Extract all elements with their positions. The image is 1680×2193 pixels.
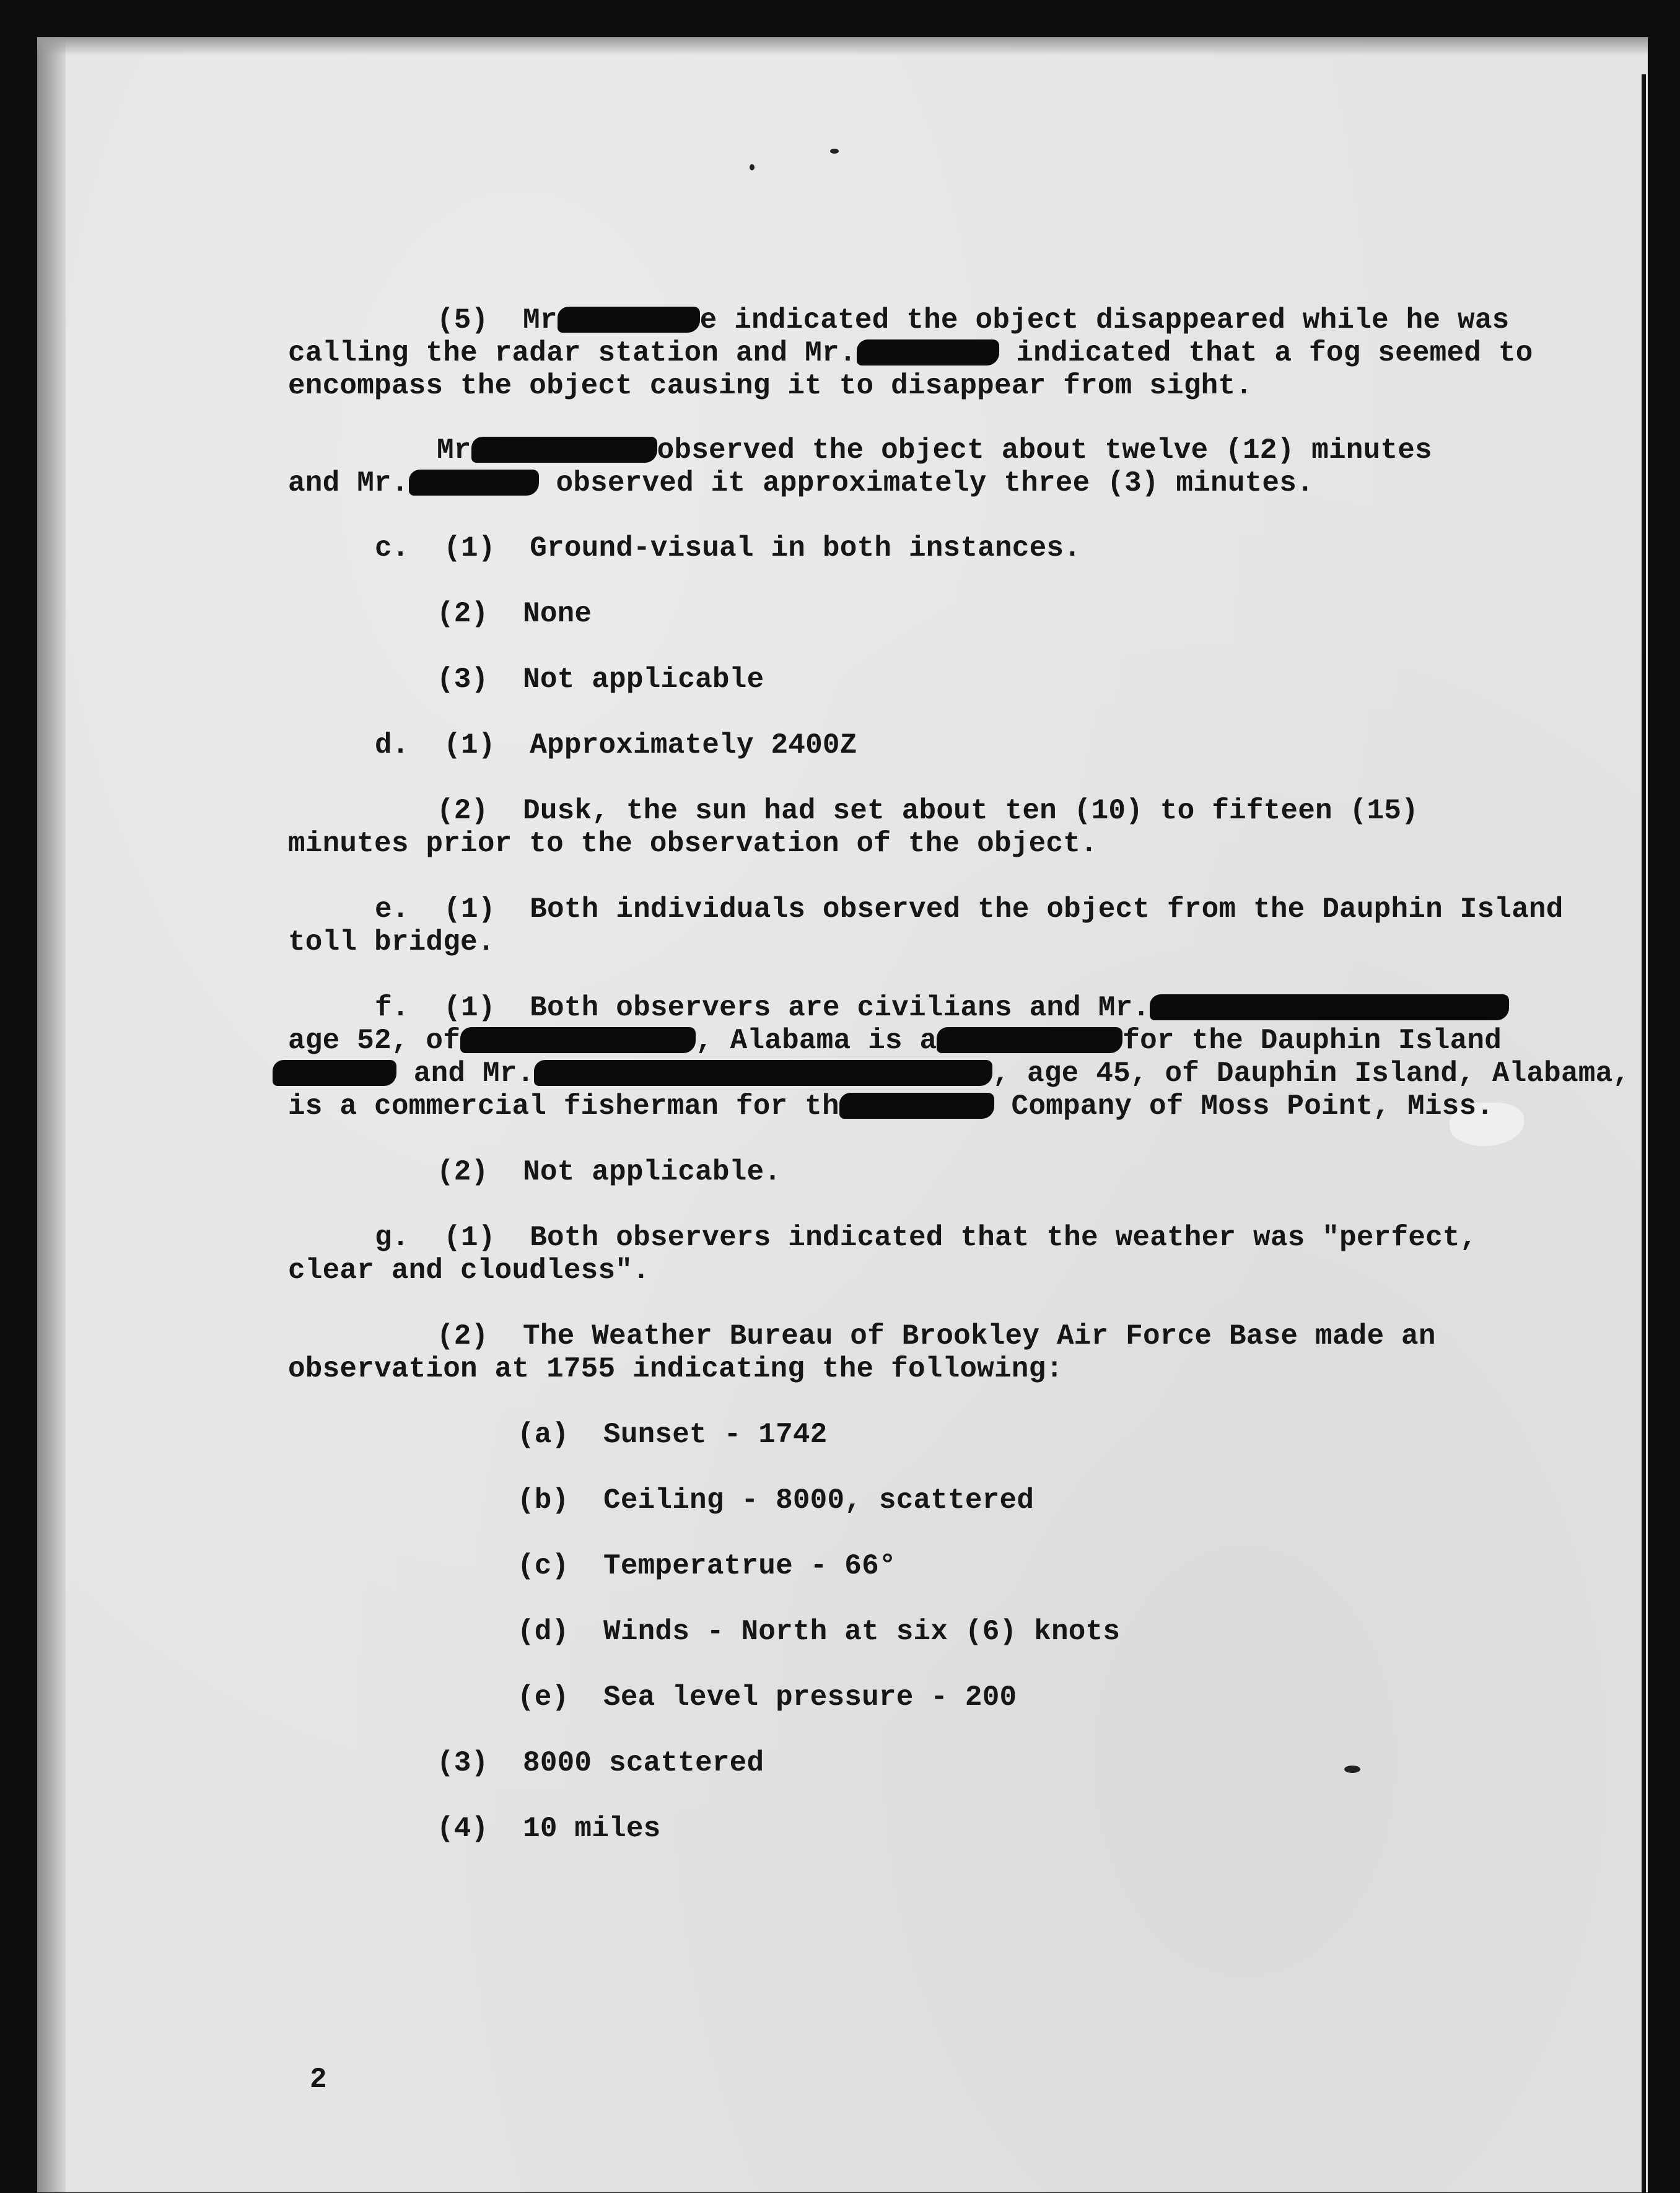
- page-right-border: [1642, 74, 1646, 2193]
- page-top-shadow: [37, 37, 1648, 56]
- item-c-2: (2) None: [437, 598, 592, 630]
- item-c-1: c. (1) Ground-visual in both instances.: [375, 532, 1081, 564]
- weather-ceiling: (b) Ceiling - 8000, scattered: [517, 1484, 1035, 1517]
- paragraph-6-line-2: and Mr. observed it approximately three (3) minutes.: [288, 467, 1314, 499]
- redaction: [839, 1093, 994, 1119]
- redaction: [409, 470, 539, 496]
- redaction: [534, 1060, 992, 1086]
- item-f-1-line-1: f. (1) Both observers are civilians and Mr.: [375, 991, 1509, 1025]
- item-e-1-line-2: toll bridge.: [288, 926, 495, 958]
- weather-temperature: (c) Temperatrue - 66°: [517, 1550, 896, 1582]
- paragraph-5-line-1: (5) Mr e indicated the object disappeared while he was: [437, 304, 1510, 336]
- paragraph-5-line-3: encompass the object causing it to disappear from sight.: [288, 370, 1253, 402]
- page-edge-shadow: [37, 37, 66, 2192]
- item-f-1-line-2: age 52, of , Alabama is a for the Dauphin Island: [288, 1025, 1502, 1057]
- weather-pressure: (e) Sea level pressure - 200: [517, 1681, 1017, 1714]
- redaction: [471, 437, 657, 463]
- item-d-1: d. (1) Approximately 2400Z: [375, 729, 857, 761]
- paragraph-6-line-1: Mr observed the object about twelve (12) minutes: [437, 434, 1432, 466]
- item-g-1-line-1: g. (1) Both observers indicated that the weather was "perfect,: [375, 1222, 1477, 1254]
- page-number: 2: [310, 2064, 327, 2096]
- item-g-4: (4) 10 miles: [437, 1813, 661, 1845]
- redaction: [460, 1027, 696, 1053]
- paragraph-5-line-2: calling the radar station and Mr. indicated that a fog seemed to: [288, 337, 1533, 369]
- item-g-3: (3) 8000 scattered: [437, 1747, 764, 1779]
- item-g-2-line-1: (2) The Weather Bureau of Brookley Air Force Base made an: [437, 1320, 1436, 1352]
- arrow-mark: [1344, 1766, 1360, 1773]
- photocopy-speck: [750, 164, 755, 170]
- photocopy-speck: [830, 149, 839, 154]
- document-page: [37, 37, 1648, 2192]
- weather-winds: (d) Winds - North at six (6) knots: [517, 1616, 1121, 1648]
- item-d-2-line-2: minutes prior to the observation of the object.: [288, 828, 1098, 860]
- item-f-1-line-3: and Mr. , age 45, of Dauphin Island, Alabama,: [273, 1057, 1630, 1090]
- redaction: [558, 307, 700, 333]
- item-d-2-line-1: (2) Dusk, the sun had set about ten (10) to fifteen (15): [437, 795, 1419, 827]
- redaction: [857, 339, 999, 365]
- redaction: [1150, 994, 1509, 1020]
- redaction: [937, 1027, 1122, 1053]
- item-f-1-line-4: is a commercial fisherman for th Company of Moss Point, Miss.: [288, 1090, 1494, 1123]
- item-f-2: (2) Not applicable.: [437, 1156, 782, 1188]
- item-e-1-line-1: e. (1) Both individuals observed the object from the Dauphin Island: [375, 893, 1564, 926]
- redaction: [273, 1060, 396, 1086]
- item-g-2-line-2: observation at 1755 indicating the following:: [288, 1353, 1064, 1385]
- weather-sunset: (a) Sunset - 1742: [517, 1419, 828, 1451]
- item-c-3: (3) Not applicable: [437, 663, 764, 696]
- item-g-1-line-2: clear and cloudless".: [288, 1254, 650, 1287]
